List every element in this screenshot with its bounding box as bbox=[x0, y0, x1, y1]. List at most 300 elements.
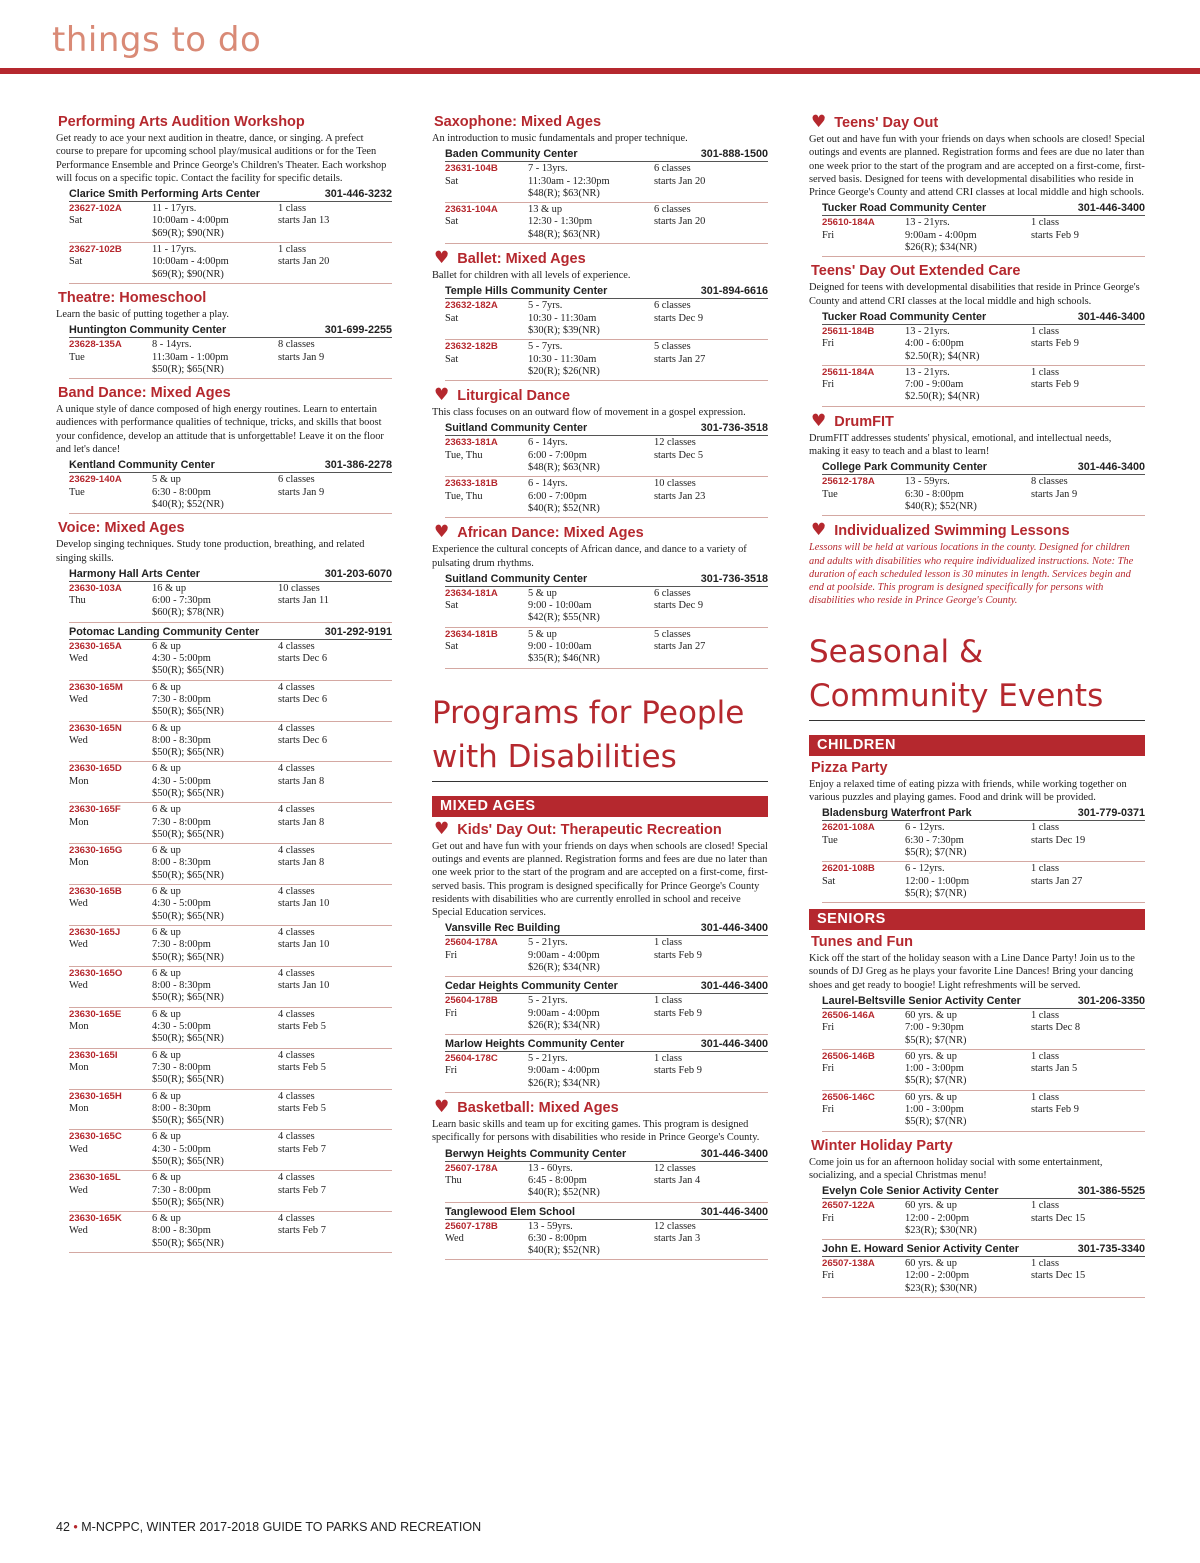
session-code: 26507-138A bbox=[822, 1258, 875, 1270]
session-schedule bbox=[278, 1091, 392, 1128]
session-time: 7:30 - 8:00pm bbox=[152, 693, 211, 705]
session-time: 10:30 - 11:30am bbox=[528, 353, 597, 365]
location-row bbox=[445, 1147, 768, 1162]
session-details bbox=[905, 1200, 1031, 1237]
session-code: 23631-104B bbox=[445, 163, 498, 175]
session-classes: 1 class bbox=[278, 203, 306, 215]
location-row bbox=[822, 1184, 1145, 1199]
session-time: 6:30 - 7:30pm bbox=[905, 834, 964, 846]
session-day: Fri bbox=[822, 1104, 835, 1116]
session-fee: $50(R); $65(NR) bbox=[152, 747, 224, 759]
session-code-day bbox=[822, 822, 905, 859]
session-row bbox=[445, 587, 768, 628]
session-start: starts Dec 6 bbox=[278, 653, 328, 665]
session-schedule bbox=[1031, 1258, 1145, 1295]
session-code: 26201-108B bbox=[822, 863, 875, 875]
session-classes: 6 classes bbox=[654, 163, 691, 175]
session-age: 6 & up bbox=[152, 967, 181, 979]
location-name: Suitland Community Center bbox=[445, 572, 588, 585]
session-details bbox=[528, 1163, 654, 1200]
session-start: starts Jan 20 bbox=[278, 256, 330, 268]
session-fee: $40(R); $52(NR) bbox=[152, 498, 224, 510]
session-classes: 1 class bbox=[1031, 822, 1059, 834]
session-start: starts Feb 9 bbox=[654, 1065, 702, 1077]
session-code-day bbox=[445, 1163, 528, 1200]
session-fee: $40(R); $52(NR) bbox=[528, 502, 600, 514]
session-code: 26506-146A bbox=[822, 1009, 875, 1021]
session-age: 6 & up bbox=[152, 926, 181, 938]
session-details bbox=[152, 886, 278, 923]
session-details bbox=[528, 937, 654, 974]
program-block bbox=[56, 114, 392, 284]
session-fee: $40(R); $52(NR) bbox=[528, 1245, 600, 1257]
session-schedule bbox=[1031, 367, 1145, 404]
session-start: starts Jan 3 bbox=[654, 1232, 701, 1244]
session-fee: $50(R); $65(NR) bbox=[152, 1196, 224, 1208]
session-row bbox=[69, 1171, 392, 1212]
session-day: Fri bbox=[822, 379, 835, 391]
program-block bbox=[809, 522, 1145, 607]
session-classes: 1 class bbox=[1031, 1009, 1059, 1021]
session-time: 8:00 - 8:30pm bbox=[152, 1102, 211, 1114]
session-day: Sat bbox=[822, 875, 836, 887]
session-classes: 4 classes bbox=[278, 967, 315, 979]
session-fee: $26(R); $34(NR) bbox=[528, 1077, 600, 1089]
session-fee: $5(R); $7(NR) bbox=[905, 1116, 967, 1128]
program-title bbox=[809, 263, 1145, 280]
session-time: 8:00 - 8:30pm bbox=[152, 980, 211, 992]
program-description: Learn the basic of putting together a play. bbox=[56, 308, 230, 320]
session-classes: 8 classes bbox=[278, 339, 315, 351]
session-schedule bbox=[654, 1221, 768, 1258]
session-details bbox=[152, 244, 278, 281]
session-details bbox=[528, 995, 654, 1032]
session-classes: 1 class bbox=[654, 937, 682, 949]
session-day: Sat bbox=[445, 216, 459, 228]
session-schedule bbox=[278, 1050, 392, 1087]
session-fee: $40(R); $52(NR) bbox=[905, 500, 977, 512]
heart-icon: ♥ bbox=[434, 1097, 450, 1118]
session-fee: $50(R); $65(NR) bbox=[152, 951, 224, 963]
session-age: 5 - 21yrs. bbox=[528, 937, 568, 949]
session-details bbox=[905, 1092, 1031, 1129]
session-details bbox=[152, 203, 278, 240]
session-row bbox=[69, 803, 392, 844]
location-name: Huntington Community Center bbox=[69, 324, 227, 337]
session-row bbox=[69, 640, 392, 681]
session-day: Fri bbox=[822, 1022, 835, 1034]
session-row bbox=[822, 1091, 1145, 1132]
session-details bbox=[905, 1258, 1031, 1295]
session-fee: $50(R); $65(NR) bbox=[152, 1033, 224, 1045]
category-band: MIXED AGES bbox=[432, 796, 768, 817]
session-row bbox=[69, 926, 392, 967]
session-details bbox=[152, 968, 278, 1005]
session-row bbox=[69, 243, 392, 284]
session-code: 23630-165O bbox=[69, 967, 123, 979]
session-details bbox=[152, 583, 278, 620]
session-time: 9:00 - 10:00am bbox=[528, 641, 592, 653]
session-code-day bbox=[822, 1010, 905, 1047]
session-schedule bbox=[1031, 217, 1145, 254]
program-block bbox=[432, 114, 768, 244]
session-age: 13 - 59yrs. bbox=[905, 476, 950, 488]
session-details bbox=[905, 326, 1031, 363]
location-name: Evelyn Cole Senior Activity Center bbox=[822, 1185, 999, 1198]
session-classes: 4 classes bbox=[278, 681, 315, 693]
session-row bbox=[69, 202, 392, 243]
location-phone: 301-446-3400 bbox=[1077, 310, 1145, 323]
session-row bbox=[445, 340, 768, 381]
session-code-day bbox=[69, 804, 152, 841]
session-code: 23627-102B bbox=[69, 244, 122, 256]
session-start: starts Feb 5 bbox=[278, 1061, 326, 1073]
section-heading bbox=[432, 691, 768, 782]
location-name: Baden Community Center bbox=[445, 148, 578, 161]
program-title bbox=[432, 1099, 768, 1117]
session-details bbox=[152, 1172, 278, 1209]
session-start: starts Feb 9 bbox=[654, 949, 702, 961]
session-code: 26507-122A bbox=[822, 1200, 875, 1212]
program-description: A unique style of dance composed of high energy routines. Learn to entertain audiences with performance qualities of technique, tricks, and skills that boost your confidence, develop an attitude that is unforgettable! Leave it on the floor and let's dance! bbox=[56, 404, 384, 456]
session-age: 60 yrs. & up bbox=[905, 1009, 957, 1021]
session-schedule bbox=[654, 588, 768, 625]
session-code: 23632-182B bbox=[445, 341, 498, 353]
location-phone: 301-779-0371 bbox=[1077, 807, 1145, 820]
session-time: 6:45 - 8:00pm bbox=[528, 1174, 587, 1186]
session-row bbox=[69, 762, 392, 803]
session-day: Fri bbox=[445, 1007, 458, 1019]
session-details bbox=[152, 474, 278, 511]
session-start: starts Feb 5 bbox=[278, 1021, 326, 1033]
session-time: 9:00am - 4:00pm bbox=[528, 1007, 600, 1019]
session-day: Sat bbox=[445, 353, 459, 365]
session-schedule bbox=[1031, 326, 1145, 363]
session-day: Fri bbox=[822, 1270, 835, 1282]
session-code: 25604-178B bbox=[445, 995, 498, 1007]
program-block bbox=[432, 524, 768, 668]
session-schedule bbox=[278, 339, 392, 376]
location-name: John E. Howard Senior Activity Center bbox=[822, 1243, 1019, 1256]
session-start: starts Jan 11 bbox=[278, 595, 329, 607]
session-age: 60 yrs. & up bbox=[905, 1258, 957, 1270]
program-block bbox=[809, 760, 1145, 903]
section-heading bbox=[809, 630, 1145, 721]
program-description: Experience the cultural concepts of African dance, and dance to a variety of pulsating drum rhythms. bbox=[432, 544, 747, 569]
session-details bbox=[528, 300, 654, 337]
session-row bbox=[69, 681, 392, 722]
location-phone: 301-446-3400 bbox=[700, 922, 768, 935]
session-row bbox=[69, 1130, 392, 1171]
session-code: 23629-140A bbox=[69, 474, 122, 486]
session-age: 5 & up bbox=[152, 474, 181, 486]
session-row bbox=[822, 862, 1145, 903]
session-code: 23630-165I bbox=[69, 1049, 118, 1061]
session-day: Wed bbox=[69, 1143, 88, 1155]
session-code-day bbox=[69, 1009, 152, 1046]
session-day: Wed bbox=[69, 1225, 88, 1237]
session-day: Sat bbox=[69, 215, 83, 227]
program-block bbox=[56, 290, 392, 379]
location-phone: 301-446-3400 bbox=[1077, 461, 1145, 474]
program-description: This class focuses on an outward flow of movement in a gospel expression. bbox=[432, 407, 746, 419]
session-code-day bbox=[445, 437, 528, 474]
location-row bbox=[69, 458, 392, 473]
session-day: Tue bbox=[822, 834, 838, 846]
session-start: starts Jan 20 bbox=[654, 216, 706, 228]
session-start: starts Jan 27 bbox=[654, 353, 706, 365]
session-schedule bbox=[654, 995, 768, 1032]
program-title-text: Tunes and Fun bbox=[811, 934, 914, 951]
location-row bbox=[445, 921, 768, 936]
session-day: Sat bbox=[445, 600, 459, 612]
program-block bbox=[432, 250, 768, 381]
session-code: 25611-184A bbox=[822, 366, 875, 378]
session-day: Wed bbox=[69, 693, 88, 705]
heart-icon: ♥ bbox=[434, 818, 450, 839]
program-title bbox=[56, 114, 392, 131]
session-code-day bbox=[445, 300, 528, 337]
session-classes: 1 class bbox=[1031, 1200, 1059, 1212]
session-time: 7:30 - 8:00pm bbox=[152, 939, 211, 951]
location-name: Vansville Rec Building bbox=[445, 922, 561, 935]
location-row bbox=[822, 1242, 1145, 1257]
session-schedule bbox=[654, 1163, 768, 1200]
session-classes: 6 classes bbox=[654, 204, 691, 216]
session-start: starts Dec 6 bbox=[278, 734, 328, 746]
session-age: 13 - 21yrs. bbox=[905, 366, 950, 378]
program-block bbox=[809, 934, 1145, 1132]
session-details bbox=[528, 588, 654, 625]
session-time: 10:00am - 4:00pm bbox=[152, 215, 229, 227]
session-schedule bbox=[278, 845, 392, 882]
session-schedule bbox=[654, 341, 768, 378]
location-name: Berwyn Heights Community Center bbox=[445, 1147, 627, 1160]
session-day: Wed bbox=[69, 1184, 88, 1196]
session-details bbox=[528, 629, 654, 666]
heart-icon: ♥ bbox=[811, 112, 827, 132]
session-age: 13 - 21yrs. bbox=[905, 217, 950, 229]
session-row bbox=[822, 821, 1145, 862]
session-row bbox=[822, 1199, 1145, 1240]
program-title bbox=[809, 410, 1145, 431]
session-code-day bbox=[69, 641, 152, 678]
session-code-day bbox=[69, 1131, 152, 1168]
location-phone: 301-894-6616 bbox=[700, 285, 768, 298]
location-name: Marlow Heights Community Center bbox=[445, 1038, 625, 1051]
location-phone: 301-736-3518 bbox=[700, 422, 768, 435]
session-schedule bbox=[654, 1053, 768, 1090]
session-schedule bbox=[654, 937, 768, 974]
session-fee: $23(R); $30(NR) bbox=[905, 1224, 977, 1236]
session-row bbox=[69, 844, 392, 885]
session-code-day bbox=[822, 1200, 905, 1237]
session-fee: $60(R); $78(NR) bbox=[152, 607, 224, 619]
session-schedule bbox=[278, 886, 392, 923]
session-age: 6 & up bbox=[152, 1131, 181, 1143]
session-code: 25610-184A bbox=[822, 217, 875, 229]
session-code-day bbox=[69, 1091, 152, 1128]
session-schedule bbox=[654, 163, 768, 200]
session-age: 6 & up bbox=[152, 1172, 181, 1184]
session-age: 6 & up bbox=[152, 640, 181, 652]
location-row bbox=[69, 187, 392, 202]
session-day: Thu bbox=[445, 1174, 462, 1186]
session-fee: $50(R); $65(NR) bbox=[152, 1156, 224, 1167]
session-schedule bbox=[278, 641, 392, 678]
location-name: Tucker Road Community Center bbox=[822, 202, 987, 215]
session-classes: 1 class bbox=[1031, 1258, 1059, 1270]
session-day: Tue bbox=[822, 488, 838, 500]
program-title bbox=[56, 385, 392, 402]
session-day: Wed bbox=[445, 1232, 464, 1244]
session-schedule bbox=[1031, 476, 1145, 513]
session-code-day bbox=[822, 1258, 905, 1295]
session-code: 23630-165C bbox=[69, 1131, 122, 1143]
session-code: 25604-178A bbox=[445, 937, 498, 949]
session-code-day bbox=[822, 1092, 905, 1129]
location-name: Harmony Hall Arts Center bbox=[69, 567, 200, 580]
session-start: starts Jan 4 bbox=[654, 1174, 701, 1186]
session-row bbox=[822, 325, 1145, 366]
session-time: 4:30 - 5:00pm bbox=[152, 653, 211, 665]
session-age: 60 yrs. & up bbox=[905, 1200, 957, 1212]
session-day: Fri bbox=[822, 338, 835, 350]
session-classes: 6 classes bbox=[654, 587, 691, 599]
location-row bbox=[822, 806, 1145, 821]
session-time: 1:00 - 3:00pm bbox=[905, 1063, 964, 1075]
section-heading-line: with Disabilities bbox=[432, 738, 677, 775]
session-time: 8:00 - 8:30pm bbox=[152, 857, 211, 869]
session-day: Mon bbox=[69, 1061, 89, 1073]
session-age: 60 yrs. & up bbox=[905, 1050, 957, 1062]
session-row bbox=[445, 162, 768, 203]
session-classes: 8 classes bbox=[1031, 476, 1068, 488]
session-age: 6 & up bbox=[152, 1090, 181, 1102]
location-row bbox=[822, 994, 1145, 1009]
session-start: starts Jan 27 bbox=[654, 641, 706, 653]
session-code: 26201-108A bbox=[822, 822, 875, 834]
location-row bbox=[69, 567, 392, 582]
session-schedule bbox=[278, 474, 392, 511]
session-age: 6 & up bbox=[152, 804, 181, 816]
session-classes: 4 classes bbox=[278, 845, 315, 857]
session-start: starts Feb 9 bbox=[1031, 1104, 1079, 1116]
program-title bbox=[809, 760, 1145, 777]
session-fee: $50(R); $65(NR) bbox=[152, 706, 224, 718]
category-band: SENIORS bbox=[809, 909, 1145, 930]
session-start: starts Jan 13 bbox=[278, 215, 330, 227]
location-phone: 301-203-6070 bbox=[324, 567, 392, 580]
session-time: 6:00 - 7:00pm bbox=[528, 449, 587, 461]
session-start: starts Dec 6 bbox=[278, 693, 328, 705]
session-code-day bbox=[69, 682, 152, 719]
session-age: 13 - 59yrs. bbox=[528, 1220, 573, 1232]
program-description: Get out and have fun with your friends on days when schools are closed! Special outings and events are planned. Registration forms and fees are due no later than one week prior to the start of the program and are accepted on a first-come, first-served basis. Designed for teens with developmental disabilities who reside in Prince George's County and attend CRI classes at local middle and high schools. bbox=[809, 134, 1145, 199]
session-day: Fri bbox=[822, 1212, 835, 1224]
session-row bbox=[69, 967, 392, 1008]
session-details bbox=[905, 822, 1031, 859]
session-age: 5 - 7yrs. bbox=[528, 300, 563, 312]
session-classes: 12 classes bbox=[654, 1162, 696, 1174]
session-day: Fri bbox=[445, 949, 458, 961]
session-details bbox=[152, 1009, 278, 1046]
session-schedule bbox=[278, 583, 392, 620]
session-code-day bbox=[69, 474, 152, 511]
program-block bbox=[432, 1099, 768, 1260]
session-start: starts Jan 10 bbox=[278, 898, 330, 910]
session-classes: 4 classes bbox=[278, 1131, 315, 1143]
session-schedule bbox=[278, 927, 392, 964]
program-title bbox=[56, 290, 392, 307]
program-description: Get ready to ace your next audition in theatre, dance, or singing. A prefect course to prepare for upcoming school play/musical auditions or for the Teen Performance Ensemble and Prince George's Children's Theater. Each workshop will focus on a specific topic. Contact the facility for specific details. bbox=[56, 133, 387, 184]
footer-bullet: • bbox=[73, 1520, 78, 1534]
session-schedule bbox=[278, 1172, 392, 1209]
session-fee: $20(R); $26(NR) bbox=[528, 365, 600, 377]
session-code: 23630-103A bbox=[69, 582, 122, 594]
program-description: Get out and have fun with your friends on days when schools are closed! Special outings and events are planned. Registration forms and fees are due no later than one week prior to the start of the program and are accepted on a first-come, first-served basis. This program is designed specifically for Prince George's County residents with disabilities who are currently enrolled in school and receive Special Education services. bbox=[432, 840, 768, 919]
session-classes: 6 classes bbox=[278, 474, 315, 486]
heart-icon: ♥ bbox=[811, 520, 827, 541]
section-heading-line: Community Events bbox=[809, 677, 1104, 714]
session-details bbox=[528, 204, 654, 241]
session-day: Wed bbox=[69, 939, 88, 951]
session-time: 6:30 - 8:00pm bbox=[152, 486, 211, 498]
session-code: 23630-165F bbox=[69, 804, 121, 816]
session-day: Wed bbox=[69, 734, 88, 746]
session-row bbox=[445, 299, 768, 340]
session-start: starts Jan 20 bbox=[654, 175, 706, 187]
location-phone: 301-386-2278 bbox=[324, 459, 392, 472]
session-row bbox=[822, 366, 1145, 407]
session-day: Mon bbox=[69, 775, 89, 787]
session-code: 25607-178B bbox=[445, 1220, 498, 1232]
program-block bbox=[432, 818, 768, 1093]
location-name: Tucker Road Community Center bbox=[822, 310, 987, 323]
session-age: 11 - 17yrs. bbox=[152, 244, 197, 256]
session-details bbox=[528, 341, 654, 378]
session-row bbox=[445, 477, 768, 518]
session-day: Mon bbox=[69, 1021, 89, 1033]
program-block bbox=[809, 263, 1145, 406]
session-details bbox=[905, 1051, 1031, 1088]
session-code: 26506-146B bbox=[822, 1050, 875, 1062]
program-block bbox=[56, 520, 392, 1253]
session-fee: $50(R); $65(NR) bbox=[152, 363, 224, 375]
session-start: starts Jan 8 bbox=[278, 857, 325, 869]
program-title-text: Performing Arts Audition Workshop bbox=[58, 114, 305, 130]
program-title-text: African Dance: Mixed Ages bbox=[457, 525, 644, 542]
session-time: 10:00am - 4:00pm bbox=[152, 256, 229, 268]
location-phone: 301-446-3232 bbox=[324, 188, 392, 201]
session-fee: $50(R); $65(NR) bbox=[152, 665, 224, 677]
session-code-day bbox=[445, 163, 528, 200]
session-age: 5 - 21yrs. bbox=[528, 995, 568, 1007]
session-classes: 1 class bbox=[278, 244, 306, 256]
session-fee: $30(R); $39(NR) bbox=[528, 324, 600, 336]
session-age: 5 - 21yrs. bbox=[528, 1053, 568, 1065]
session-time: 4:30 - 5:00pm bbox=[152, 1143, 211, 1155]
session-classes: 4 classes bbox=[278, 1090, 315, 1102]
program-title-text: Pizza Party bbox=[811, 759, 888, 776]
program-title bbox=[432, 250, 768, 268]
page-footer bbox=[56, 1520, 481, 1534]
session-schedule bbox=[278, 968, 392, 1005]
program-title-text: Basketball: Mixed Ages bbox=[457, 1100, 619, 1117]
location-name: Temple Hills Community Center bbox=[445, 285, 608, 298]
session-code: 23630-165J bbox=[69, 926, 121, 938]
program-title-text: Ballet: Mixed Ages bbox=[457, 251, 586, 268]
